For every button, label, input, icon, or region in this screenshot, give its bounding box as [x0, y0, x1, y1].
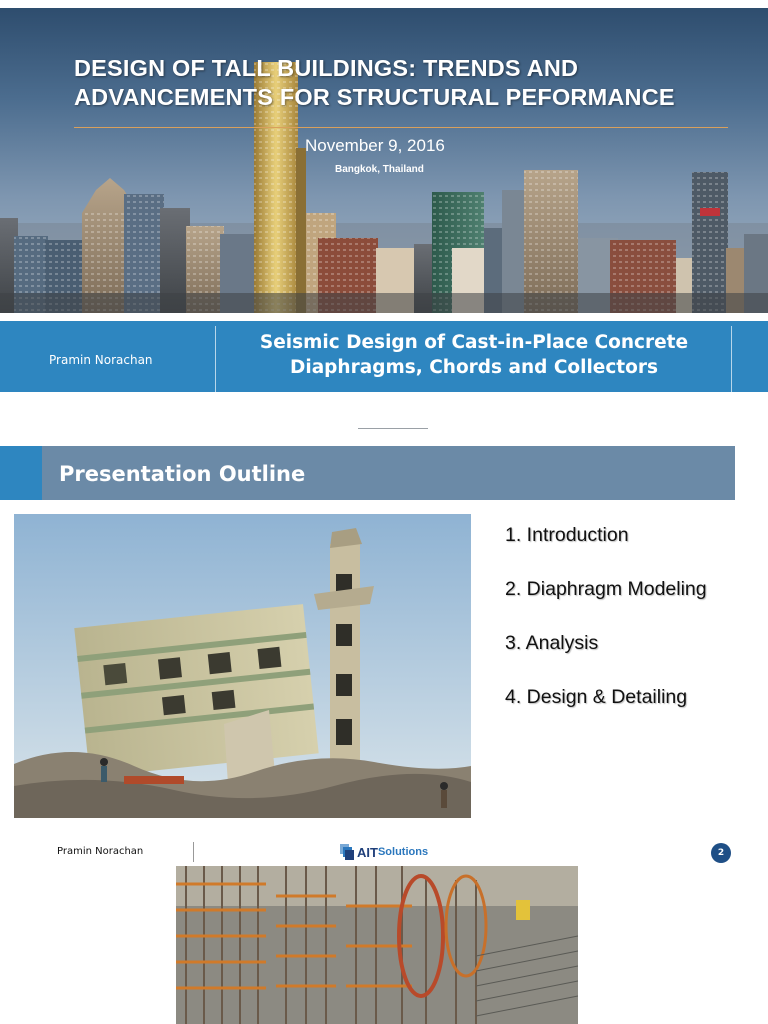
- subtitle-line-2: Diaphragms, Chords and Collectors: [290, 357, 658, 378]
- logo-brand: AIT: [357, 844, 378, 860]
- rebar-cage-illustration: [176, 866, 578, 1024]
- footer-author: Pramin Norachan: [57, 846, 144, 857]
- event-location: Bangkok, Thailand: [335, 164, 424, 175]
- header-accent-tab: [0, 446, 42, 500]
- presentation-title: DESIGN OF TALL BUILDINGS: TRENDS AND ADVANCEMENTS FOR STRUCTURAL PEFORMANCE: [74, 55, 675, 110]
- city-skyline-image: [0, 8, 768, 313]
- author-subtitle-band: [0, 321, 768, 392]
- outline-item: 1. Introduction: [505, 524, 629, 546]
- author-name: Pramin Norachan: [49, 353, 153, 367]
- title-divider: [74, 127, 728, 128]
- outline-header-bar: [0, 446, 735, 500]
- band-divider-left: [215, 326, 216, 392]
- rebar-construction-photo: [176, 866, 578, 1024]
- ait-solutions-logo: [340, 842, 428, 862]
- presentation-subtitle: [217, 330, 731, 380]
- earthquake-damage-illustration: [14, 514, 471, 818]
- event-date: November 9, 2016: [305, 136, 445, 155]
- slide-heading: Presentation Outline: [59, 462, 306, 486]
- collapsed-building-photo: [14, 514, 471, 818]
- outline-item: 4. Design & Detailing: [505, 686, 688, 708]
- outline-list: [505, 520, 707, 736]
- footer-divider: [193, 842, 194, 862]
- band-divider-right: [731, 326, 732, 392]
- page-number-badge: 2: [711, 843, 731, 863]
- logo-suffix: Solutions: [377, 846, 429, 858]
- page-separator: [358, 428, 428, 429]
- subtitle-line-1: Seismic Design of Cast-in-Place Concrete: [259, 332, 689, 353]
- logo-mark-icon: [340, 844, 354, 860]
- title-slide: [0, 0, 768, 392]
- outline-item: 3. Analysis: [505, 632, 599, 654]
- outline-item: 2. Diaphragm Modeling: [505, 578, 707, 600]
